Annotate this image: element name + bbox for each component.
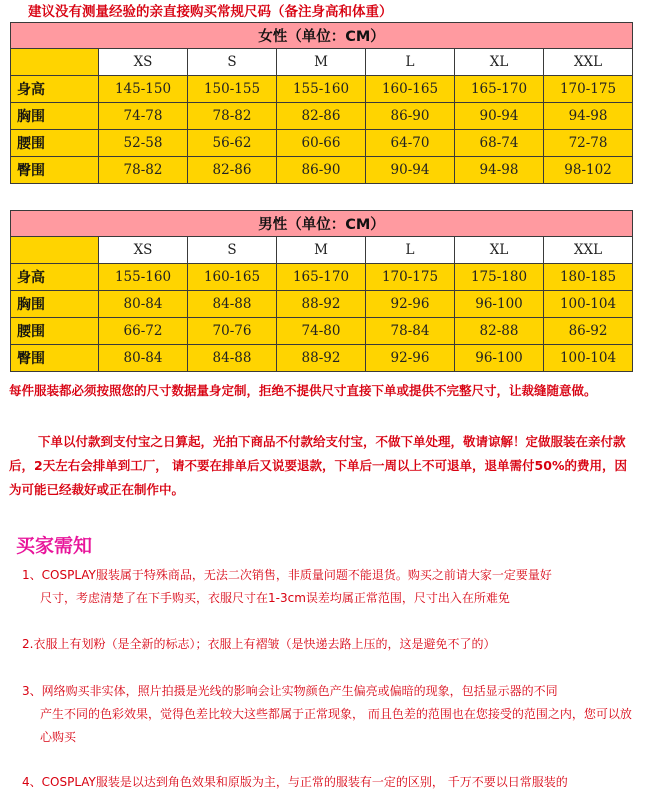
- notice-line: 4、COSPLAY服装是以达到角色效果和原版为主，与正常的服装有一定的区别， 千万不要以日常服装的: [22, 775, 568, 789]
- table-cell: 92-96: [366, 345, 455, 372]
- table-cell: 80-84: [99, 291, 188, 318]
- order-refund-policy: 下单以付款到支付宝之日算起，光拍下商品不付款给支付宝，不做下单处理，敬请谅解！定做服装在亲付款后，2天左右会排单到工厂， 请不要在排单后又说要退款，下单后一周以上不可退单，退单需付50%的费用，因为可能已经裁好或正在制作中。: [9, 434, 627, 497]
- women-size-header-row: [11, 49, 633, 76]
- table-cell: 165-170: [277, 264, 366, 291]
- size-header: XL: [455, 49, 544, 76]
- men-table-title-row: [11, 211, 633, 237]
- row-label: 身高: [11, 76, 99, 103]
- size-header: XXL: [544, 237, 633, 264]
- table-cell: 180-185: [544, 264, 633, 291]
- table-cell: 86-92: [544, 318, 633, 345]
- table-row: [11, 264, 633, 291]
- table-row: [11, 157, 633, 184]
- table-row: [11, 130, 633, 157]
- size-header: XXL: [544, 49, 633, 76]
- table-cell: 150-155: [188, 76, 277, 103]
- table-cell: 86-90: [277, 157, 366, 184]
- table-cell: 78-84: [366, 318, 455, 345]
- buyer-notice-title: 买家需知: [16, 535, 93, 557]
- table-cell: 88-92: [277, 345, 366, 372]
- table-cell: 60-66: [277, 130, 366, 157]
- men-table-title: 男性（单位：CM）: [11, 211, 633, 237]
- table-cell: 78-82: [188, 103, 277, 130]
- table-cell: 84-88: [188, 345, 277, 372]
- size-header: XL: [455, 237, 544, 264]
- table-cell: 96-100: [455, 345, 544, 372]
- women-size-table: [10, 22, 633, 184]
- table-cell: 170-175: [366, 264, 455, 291]
- table-cell: 92-96: [366, 291, 455, 318]
- table-cell: 94-98: [544, 103, 633, 130]
- table-cell: 70-76: [188, 318, 277, 345]
- table-cell: 90-94: [455, 103, 544, 130]
- women-table-title-row: [11, 23, 633, 49]
- size-header: S: [188, 237, 277, 264]
- table-cell: 66-72: [99, 318, 188, 345]
- table-cell: 74-78: [99, 103, 188, 130]
- row-label: 臀围: [11, 157, 99, 184]
- table-cell: 56-62: [188, 130, 277, 157]
- table-cell: 145-150: [99, 76, 188, 103]
- notice-line: 2.衣服上有划粉（是全新的标志）；衣服上有褶皱（是快递去路上压的，这是避免不了的）: [22, 637, 496, 651]
- table-cell: 160-165: [188, 264, 277, 291]
- size-header: S: [188, 49, 277, 76]
- size-advice-note: 建议没有测量经验的亲直接购买常规尺码（备注身高和体重）: [28, 4, 393, 20]
- notice-line: 产生不同的色彩效果，觉得色差比较大这些都属于正常现象， 而且色差的范围也在您接受的范围之内，您可以放心购买: [40, 707, 632, 744]
- table-cell: 84-88: [188, 291, 277, 318]
- women-table-title: 女性（单位：CM）: [11, 23, 633, 49]
- table-cell: 96-100: [455, 291, 544, 318]
- table-cell: 74-80: [277, 318, 366, 345]
- table-cell: 165-170: [455, 76, 544, 103]
- size-header: M: [277, 237, 366, 264]
- table-cell: 90-94: [366, 157, 455, 184]
- size-header: L: [366, 237, 455, 264]
- table-cell: 170-175: [544, 76, 633, 103]
- notice-item: [22, 680, 632, 749]
- table-cell: 155-160: [277, 76, 366, 103]
- row-label: 腰围: [11, 318, 99, 345]
- row-label: 身高: [11, 264, 99, 291]
- table-cell: 175-180: [455, 264, 544, 291]
- table-cell: 98-102: [544, 157, 633, 184]
- table-cell: 155-160: [99, 264, 188, 291]
- row-label: 臀围: [11, 345, 99, 372]
- men-size-table: [10, 210, 633, 372]
- table-cell: 52-58: [99, 130, 188, 157]
- table-cell: 82-86: [277, 103, 366, 130]
- table-cell: 88-92: [277, 291, 366, 318]
- table-cell: 100-104: [544, 291, 633, 318]
- table-cell: 68-74: [455, 130, 544, 157]
- notice-line: 3、网络购买非实体，照片拍摄是光线的影响会让实物颜色产生偏亮或偏暗的现象，包括显示器的不同: [22, 684, 558, 698]
- table-cell: 72-78: [544, 130, 633, 157]
- table-cell: 64-70: [366, 130, 455, 157]
- table-row: [11, 103, 633, 130]
- table-cell: 78-82: [99, 157, 188, 184]
- table-row: [11, 291, 633, 318]
- table-corner-cell: [11, 49, 99, 76]
- table-cell: 94-98: [455, 157, 544, 184]
- size-header: XS: [99, 49, 188, 76]
- table-row: [11, 345, 633, 372]
- table-cell: 160-165: [366, 76, 455, 103]
- size-header: L: [366, 49, 455, 76]
- men-size-header-row: [11, 237, 633, 264]
- table-cell: 86-90: [366, 103, 455, 130]
- table-cell: 82-86: [188, 157, 277, 184]
- table-cell: 82-88: [455, 318, 544, 345]
- notice-line: 1、COSPLAY服装属于特殊商品，无法二次销售，非质量问题不能退货。购买之前请大家一定要量好: [22, 568, 552, 582]
- table-corner-cell: [11, 237, 99, 264]
- notice-item: [22, 771, 632, 794]
- table-row: [11, 318, 633, 345]
- row-label: 胸围: [11, 291, 99, 318]
- size-header: M: [277, 49, 366, 76]
- custom-size-policy: 每件服装都必须按照您的尺寸数据量身定制，拒绝不提供尺寸直接下单或提供不完整尺寸，让裁缝随意做。: [9, 383, 597, 398]
- row-label: 胸围: [11, 103, 99, 130]
- notice-item: [22, 564, 632, 610]
- table-cell: 80-84: [99, 345, 188, 372]
- notice-item: [22, 633, 632, 656]
- table-cell: 100-104: [544, 345, 633, 372]
- table-row: [11, 76, 633, 103]
- notice-line: 尺寸，考虑清楚了在下手购买，衣服尺寸在1-3cm误差均属正常范围，尺寸出入在所难免: [40, 591, 510, 605]
- row-label: 腰围: [11, 130, 99, 157]
- size-header: XS: [99, 237, 188, 264]
